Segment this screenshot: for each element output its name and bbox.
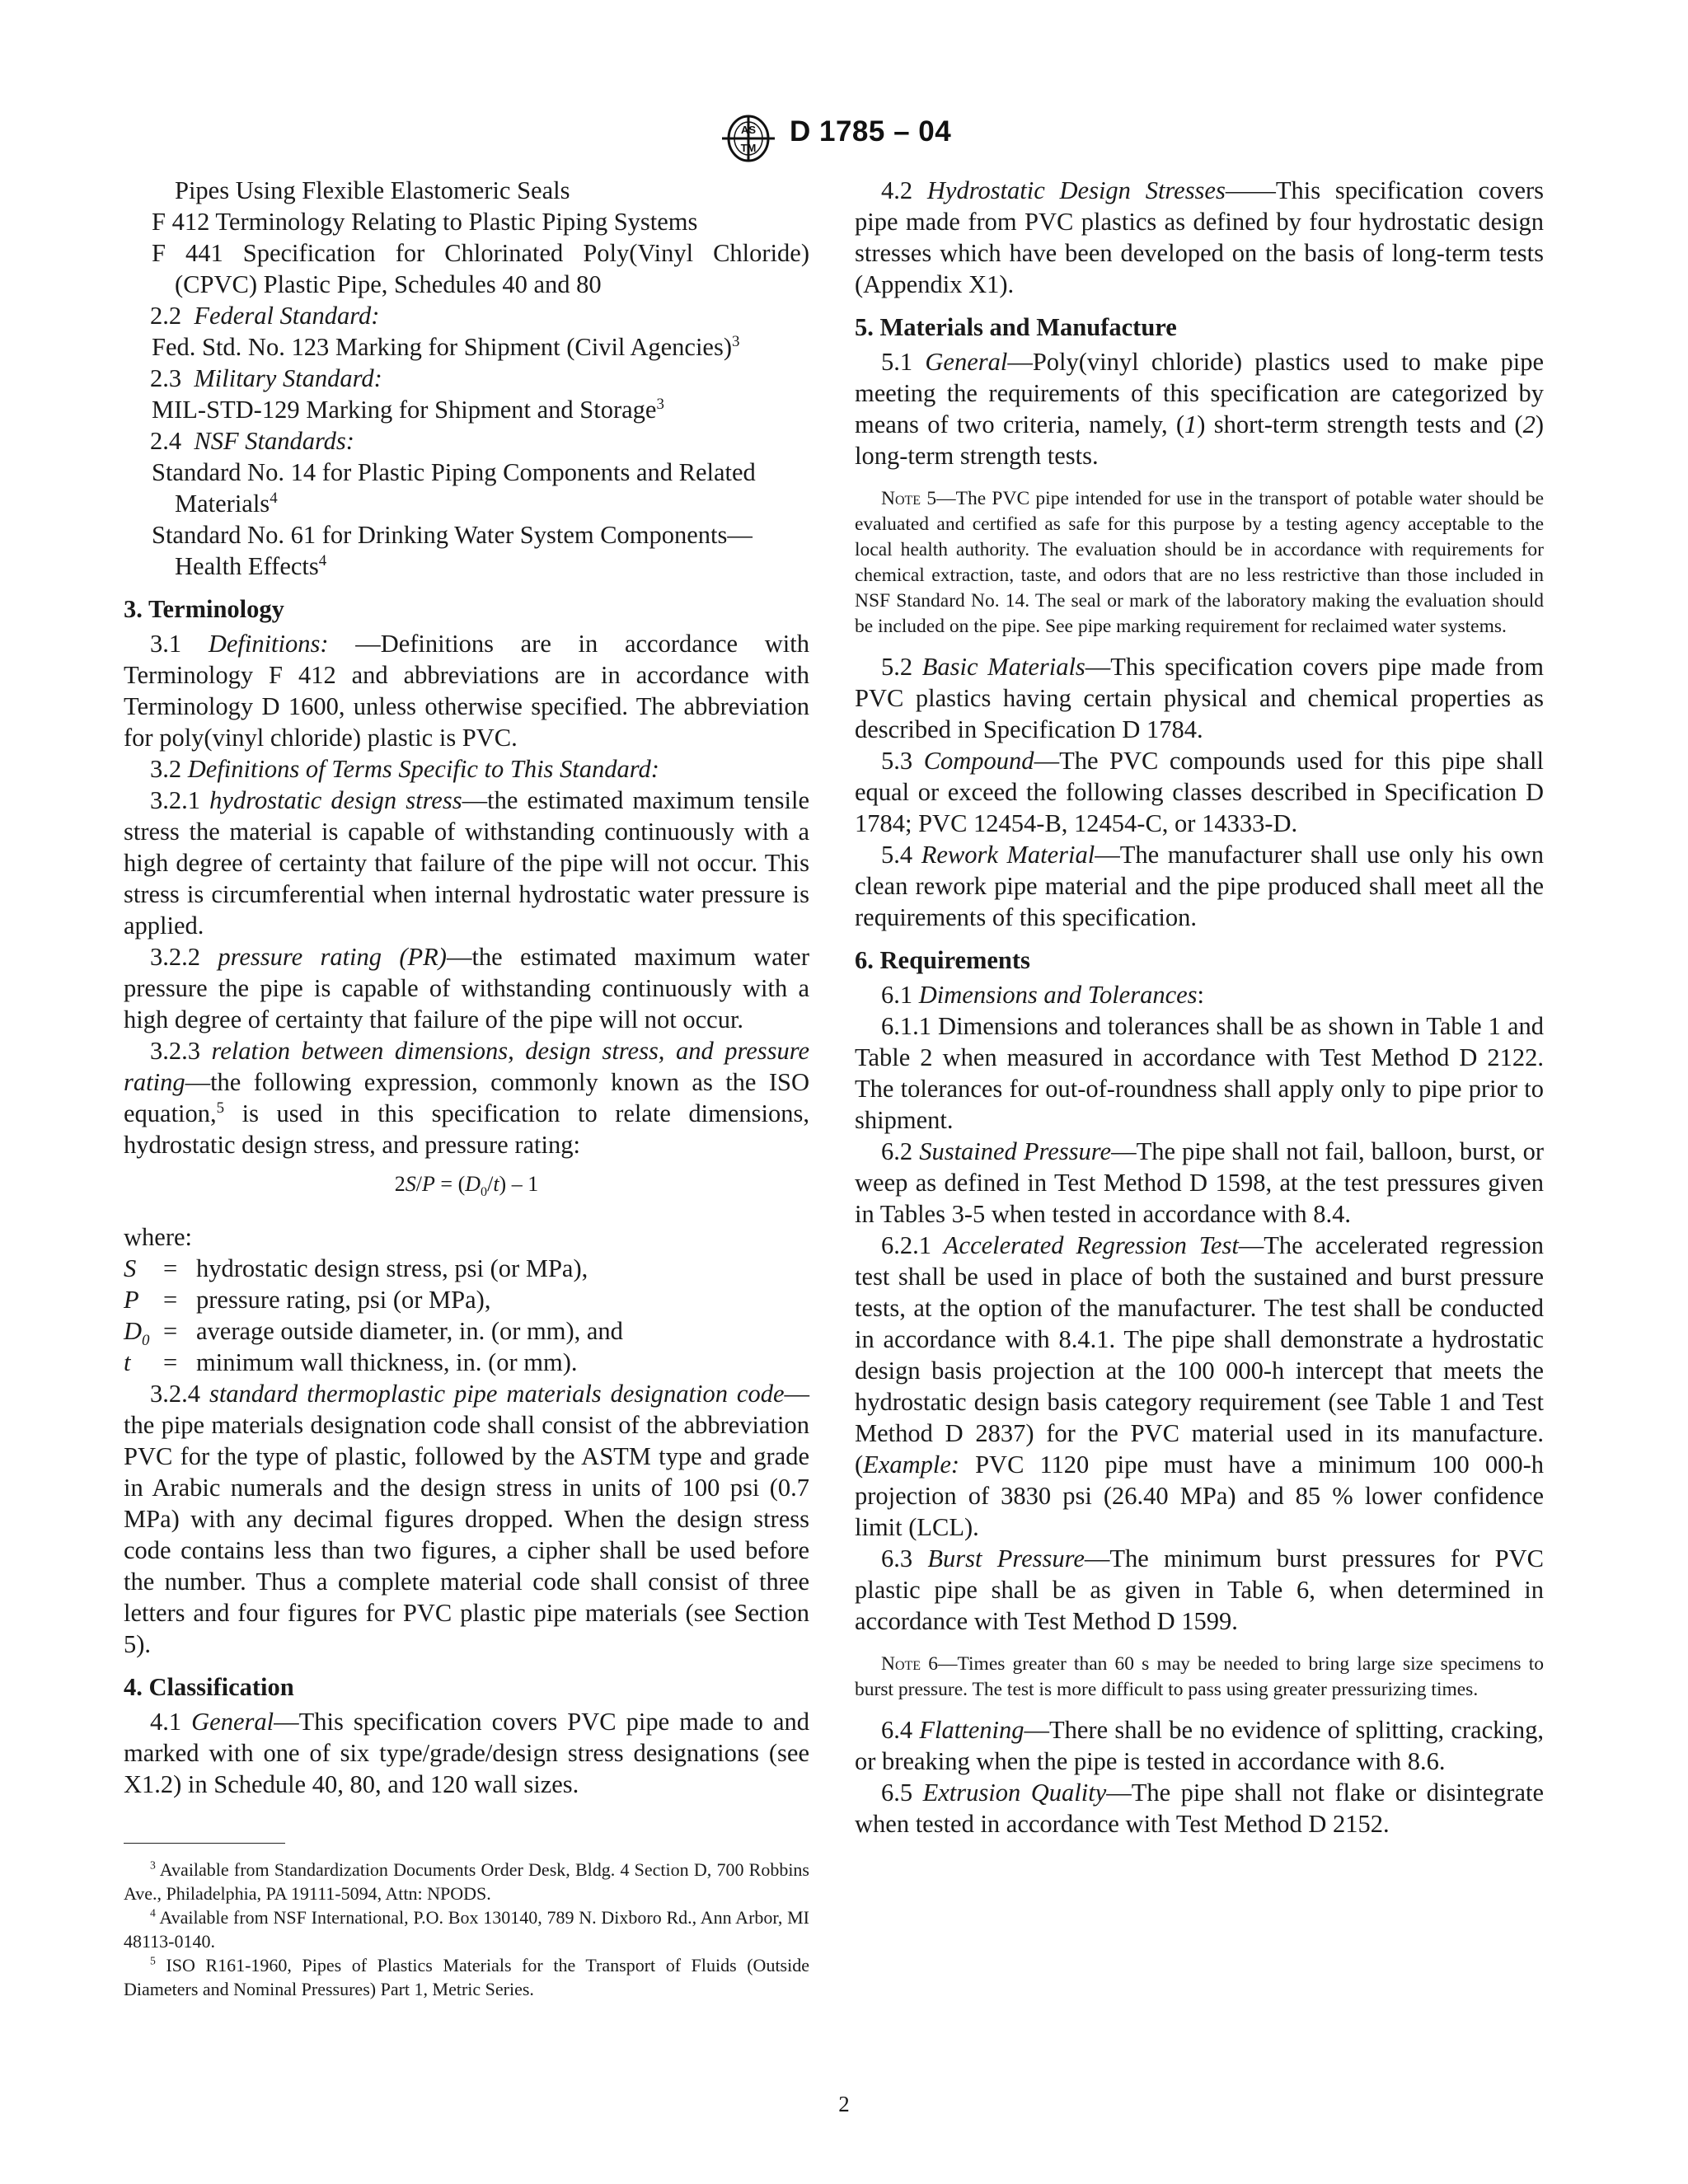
where-row <box>124 1253 809 1284</box>
section-4-heading: 4. Classification <box>124 1673 294 1701</box>
paragraph-3-2: 3.2 Definitions of Terms Specific to This Standard: <box>150 755 659 783</box>
where-symbol: t <box>124 1348 131 1376</box>
section-3-heading: 3. Terminology <box>124 595 284 623</box>
where-definition: average outside diameter, in. (or mm), and <box>196 1317 623 1345</box>
section-6-heading: 6. Requirements <box>855 946 1030 974</box>
svg-text:TM: TM <box>740 142 757 154</box>
where-definition: pressure rating, psi (or MPa), <box>196 1286 491 1314</box>
paragraph-6-5: 6.5 Extrusion Quality—The pipe shall not flake or disintegrate when tested in accordance with Test Method D 2152. <box>855 1779 1544 1838</box>
note-6: Note 6—Times greater than 60 s may be needed to bring large size specimens to burst pressure. The test is more difficult to pass using greater pressurizing times. <box>855 1653 1544 1700</box>
reference-f441: F 441 Specification for Chlorinated Poly(Vinyl Chloride) (CPVC) Plastic Pipe, Schedules 40 and 80 <box>152 239 809 298</box>
note-5: Note 5—The PVC pipe intended for use in the transport of potable water should be evaluated and certified as safe for this purpose by a testing agency acceptable to the local health authority. The evaluation should be in accordance with requirements for chemical extraction, taste, and odors that are no less restrictive than those included in NSF Standard No. 14. The seal or mark of the laboratory making the evaluation should be included on the pipe. See pipe marking requirement for reclaimed water systems. <box>855 488 1544 637</box>
astm-logo-icon <box>719 114 778 163</box>
section-5-heading: 5. Materials and Manufacture <box>855 313 1177 341</box>
section-2-4-heading: 2.4 NSF Standards: <box>150 427 354 455</box>
paragraph-6-3: 6.3 Burst Pressure—The minimum burst pressures for PVC plastic pipe shall be as given in Table 6, when determined in accordance with Test Method D 1599. <box>855 1544 1545 1635</box>
section-2-2-heading: 2.2 Federal Standard: <box>150 302 380 330</box>
where-equals: = <box>163 1254 178 1282</box>
footnote-5: $^5$ ISO R161-1960, Pipes of Plastics Materials for the Transport of Fluids (Outside Diameters and Nominal Pressures) Part 1, Metric Series. <box>124 1954 809 1999</box>
paragraph-3-2-3: 3.2.3 relation between dimensions, design stress, and pressure rating—the following expression, commonly known as the ISO equation,$^5$ is used in this specification to relate dimensions, hydrostatic design stress, and pressure rating: <box>124 1037 809 1159</box>
where-list <box>124 1253 809 1378</box>
paragraph-6-2: 6.2 Sustained Pressure—The pipe shall not fail, balloon, burst, or weep as defined in Test Method D 1598, at the test pressures given in Tables 3-5 when tested in accordance with 8.4. <box>855 1137 1545 1228</box>
where-row <box>124 1347 809 1378</box>
reference-mil-std: MIL-STD-129 Marking for Shipment and Storage$^3$ <box>152 395 664 424</box>
section-2-3-heading: 2.3 Military Standard: <box>150 364 382 392</box>
where-row <box>124 1284 809 1315</box>
reference-continuation: Pipes Using Flexible Elastomeric Seals <box>175 176 570 204</box>
reference-f412: F 412 Terminology Relating to Plastic Piping Systems <box>152 208 698 236</box>
paragraph-5-1: 5.1 General—Poly(vinyl chloride) plastics used to make pipe meeting the requirements of this specification are categorized by means of two criteria, namely, (1) short-term strength tests and (2) long-term strength tests. <box>855 348 1544 470</box>
where-label: where: <box>124 1223 192 1251</box>
svg-text:AS: AS <box>740 124 757 136</box>
where-equals: = <box>163 1286 178 1314</box>
footnote-4: $^4$ Available from NSF International, P.O. Box 130140, 789 N. Dixboro Rd., Ann Arbor, MI 48113-0140. <box>124 1906 809 1952</box>
paragraph-6-4: 6.4 Flattening—There shall be no evidence of splitting, cracking, or breaking when the pipe is tested in accordance with 8.6. <box>855 1716 1545 1775</box>
where-symbol: $D_0$ <box>124 1317 150 1350</box>
paragraph-4-1: 4.1 General—This specification covers PVC pipe made to and marked with one of six type/grade/design stress designations (see X1.2) in Schedule 40, 80, and 120 wall sizes. <box>124 1708 809 1798</box>
where-row <box>124 1315 809 1350</box>
where-symbol: S <box>124 1254 137 1282</box>
right-column <box>855 175 1544 1840</box>
paragraph-3-2-1: 3.2.1 hydrostatic design stress—the estimated maximum tensile stress the material is capable of withstanding continuously with a high degree of certainty that failure of the pipe will not occur. This stress is circumferential when internal hydrostatic water pressure is applied. <box>124 786 810 940</box>
standard-designation: D 1785 – 04 <box>790 115 952 148</box>
page-header <box>0 114 1688 163</box>
page-number: 2 <box>838 2092 850 2116</box>
where-equals: = <box>163 1348 178 1376</box>
footnote-rule <box>124 1843 285 1844</box>
paragraph-3-2-2: 3.2.2 pressure rating (PR)—the estimated maximum water pressure the pipe is capable of withstanding continuously with a high degree of certainty that failure of the pipe will not occur. <box>124 943 810 1033</box>
reference-nsf-61: Standard No. 61 for Drinking Water System Components—Health Effects$^4$ <box>152 521 753 580</box>
where-symbol: P <box>124 1286 139 1314</box>
footnote-3: $^3$ Available from Standardization Documents Order Desk, Bldg. 4 Section D, 700 Robbins Ave., Philadelphia, PA 19111-5094, Attn: NPODS. <box>124 1858 809 1904</box>
paragraph-5-3: 5.3 Compound—The PVC compounds used for this pipe shall equal or exceed the following classes described in Specification D 1784; PVC 12454-B, 12454-C, or 14333-D. <box>855 747 1544 837</box>
iso-equation: $2S/P = (D_0/t) - 1$ <box>394 1172 539 1200</box>
left-column <box>124 175 809 1800</box>
where-definition: minimum wall thickness, in. (or mm). <box>196 1348 578 1376</box>
paragraph-4-2: 4.2 Hydrostatic Design Stresses——This specification covers pipe made from PVC plastics as defined by four hydrostatic design stresses which have been developed on the basis of long-term tests (Appendix X1). <box>855 176 1545 298</box>
where-definition: hydrostatic design stress, psi (or MPa), <box>196 1254 588 1282</box>
paragraph-5-2: 5.2 Basic Materials—This specification covers pipe made from PVC plastics having certain physical and chemical properties as described in Specification D 1784. <box>855 653 1545 743</box>
paragraph-6-1-1: 6.1.1 Dimensions and tolerances shall be as shown in Table 1 and Table 2 when measured in accordance with Test Method D 2122. The tolerances for out-of-roundness shall apply only to pipe prior to shipment. <box>855 1012 1544 1134</box>
paragraph-3-1: 3.1 Definitions: —Definitions are in accordance with Terminology F 412 and abbreviations are in accordance with Terminology D 1600, unless otherwise specified. The abbreviation for poly(vinyl chloride) plastic is PVC. <box>124 630 810 752</box>
reference-fed-std: Fed. Std. No. 123 Marking for Shipment (Civil Agencies)$^3$ <box>152 332 740 361</box>
paragraph-6-1: 6.1 Dimensions and Tolerances: <box>881 981 1204 1009</box>
paragraph-6-2-1: 6.2.1 Accelerated Regression Test—The accelerated regression test shall be used in place of both the sustained and burst pressure tests, at the option of the manufacturer. The test shall be conducted in accordance with 8.4.1. The pipe shall demonstrate a hydrostatic design basis projection at the 100 000-h intercept that meets the hydrostatic design basis category requirement (see Table 1 and Test Method D 2837) for the PVC material used in its manufacture. (Example: PVC 1120 pipe must have a minimum 100 000-h projection of 3830 psi (26.40 MPa) and 85 % lower confidence limit (LCL). <box>855 1231 1544 1541</box>
paragraph-3-2-4: 3.2.4 standard thermoplastic pipe materials designation code—the pipe materials designation code shall consist of the abbreviation PVC for the type of plastic, followed by the ASTM type and grade in Arabic numerals and the design stress in units of 100 psi (0.7 MPa) with any decimal figures dropped. When the design stress code contains less than two figures, a cipher shall be used before the number. Thus a complete material code shall consist of three letters and four figures for PVC plastic pipe materials (see Section 5). <box>124 1380 809 1658</box>
where-equals: = <box>163 1317 178 1345</box>
footnotes <box>124 1858 809 2001</box>
paragraph-5-4: 5.4 Rework Material—The manufacturer shall use only his own clean rework pipe material and the pipe produced shall meet all the requirements of this specification. <box>855 841 1544 931</box>
reference-nsf-14: Standard No. 14 for Plastic Piping Components and Related Materials$^4$ <box>152 458 756 518</box>
